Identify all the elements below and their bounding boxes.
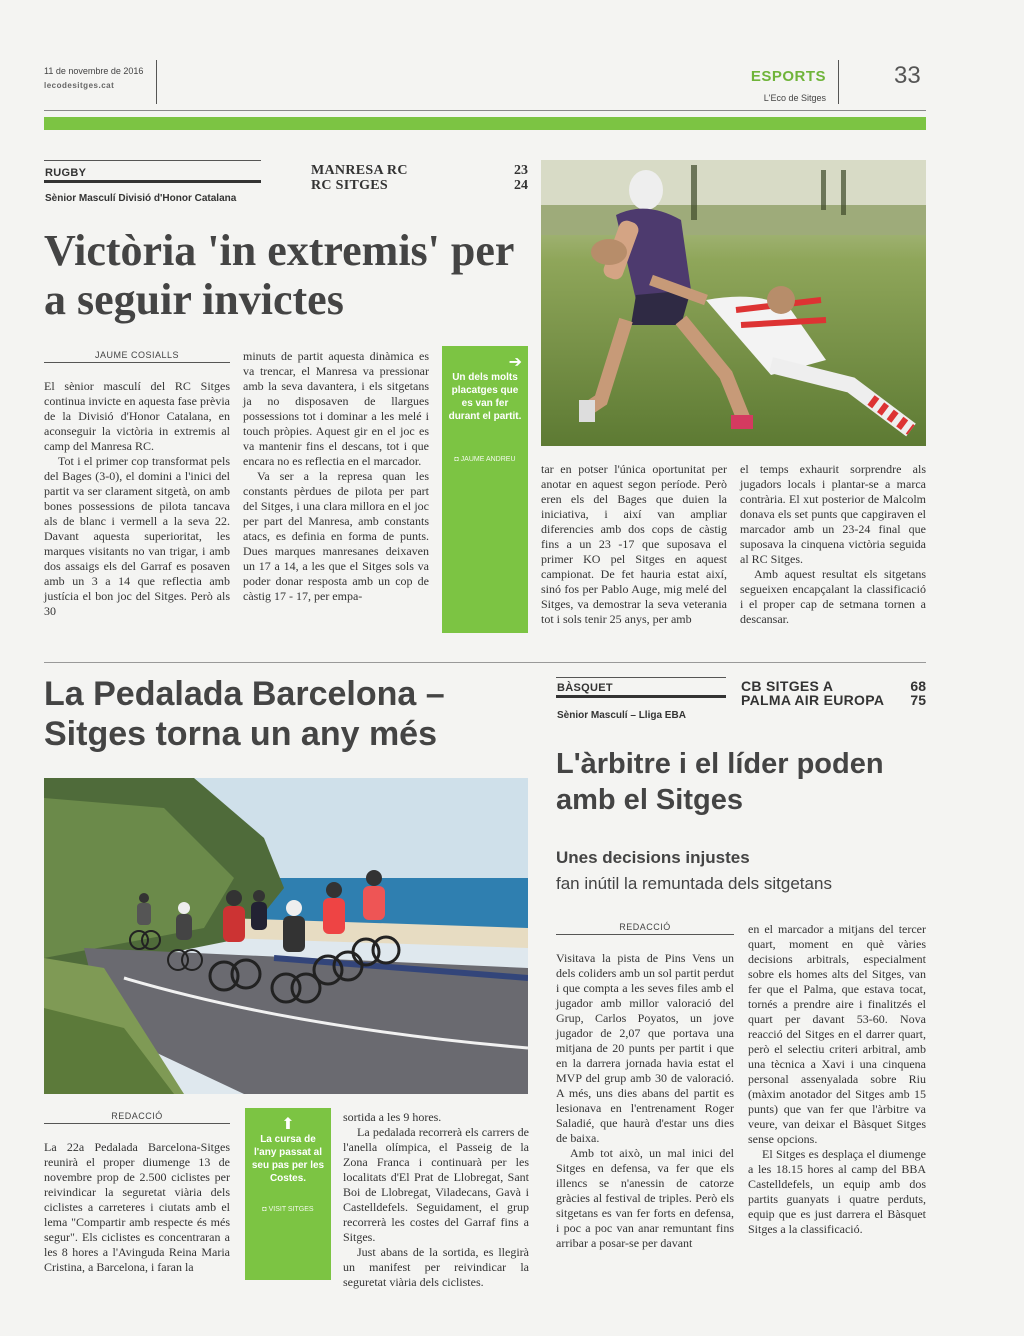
section-label: ESPORTS xyxy=(750,68,826,85)
cycling-photo-caption-box xyxy=(245,1108,331,1280)
rugby-photo-caption-box xyxy=(442,346,528,633)
basket-column-2 xyxy=(748,922,926,1237)
rugby-paragraph: Va ser a la represa quan les constants pèrdues de pilota per part del Sitges, i una clara millora en el joc per part del Manresa, amb constants atacs, es definia en forma de punts. Dues marques manresanes deixaven un 17 a 14, a les que el Sitges sols va poder donar resposta amb un cop de càstig 17 - 17, per empa- xyxy=(243,469,429,603)
rugby-byline: JAUME COSIALLS xyxy=(94,350,180,360)
cycling-paragraph: sortida a les 9 hores. xyxy=(343,1110,442,1124)
basket-top-rule xyxy=(556,677,726,678)
rugby-subcategory: Sènior Masculí Divisió d'Honor Catalana xyxy=(45,193,237,204)
cycling-paragraph: La pedalada recorrerà els carrers de l'anella olímpica, el Passeig de la Zona Franca i continuarà per les localitats d'El Prat de Llobregat, Sant Boi de Llobregat, Viladecans, Gavà i Castelldefels. Seguidament, el grup recorrerà les costes del Garraf fins a Sitges. xyxy=(343,1125,529,1244)
cycling-paragraph: Just abans de la sortida, es llegirà un manifest per reivindicar la seguretat viària dels ciclistes. xyxy=(343,1245,529,1289)
cycling-photo-credit-name: VISIT SITGES xyxy=(268,1206,314,1213)
basket-subcategory: Sènior Masculí – Lliga EBA xyxy=(557,710,686,721)
basket-team1: CB SITGES A xyxy=(741,678,834,694)
rugby-paragraph: el temps exhaurit sorprendre als jugadors locals i plantar-se a marca contrària. El xut posterior de Malcolm donava els set punts que capgiraven el marcador amb un 23-24 final que suposava la cinquena victòria seguida al RC Sitges. xyxy=(740,462,926,566)
cycling-photo-caption: La cursa de l'any passat al seu pas per les Costes. xyxy=(251,1134,325,1184)
arrow-up-icon: ⬆ xyxy=(281,1116,295,1133)
rugby-team1: MANRESA RC xyxy=(311,163,408,178)
rugby-paragraph: tar en potser l'única oportunitat per anotar en aquest segon període. Però eren els del Bages que duien la iniciativa, i així van ampliar diferencies amb dos cops de càstig fins a un 23 -17 que suposava el primer KO pel Sitges en aquest campionat. De fet hauria estat així, sinó fos per Pablo Auge, mig melé del Sitges, va demostrar la seva veterania tot i sols tenir 25 anys, per amb xyxy=(541,462,727,626)
arrow-right-icon: ➔ xyxy=(508,354,522,371)
basket-kicker-2: fan inútil la remuntada dels sitgetans xyxy=(556,874,832,893)
rugby-photo-credit-name: JAUME ANDREU xyxy=(460,456,516,463)
rugby-photo-caption: Un dels molts placatges que es van fer durant el partit. xyxy=(448,372,522,422)
rugby-team2: RC SITGES xyxy=(311,178,389,193)
cycling-byline-rule xyxy=(44,1123,230,1124)
rugby-category: RUGBY xyxy=(45,167,87,179)
article-separator xyxy=(44,662,926,663)
rugby-paragraph: Amb aquest resultat els sitgetans segueixen encapçalant la classificació i el proper cap de setmana tornen a descansar. xyxy=(740,567,926,626)
cycling-byline: REDACCIÓ xyxy=(111,1111,163,1121)
cycling-column-2 xyxy=(343,1110,529,1290)
paper-name: L'Eco de Sitges xyxy=(763,93,826,103)
cycling-paragraph: La 22a Pedalada Barcelona-Sitges reunirà el proper diumenge 13 de novembre prop de 2.500 ciclistes per reivindicar la seguretat viària dels ciclistes a carreteres i ciutats amb el lema "Compartir amb respecte és més segur". Els ciclistes es concentraran a les 8 hores a l'Avinguda Reina Maria Cristina, a Barcelona, i faran la xyxy=(44,1140,230,1274)
rugby-column-1 xyxy=(44,379,230,619)
rugby-paragraph: Tot i el primer cop transformat pels del Bages (3-0), el domini a l'inici del partit va ser clarament sitgetà, on amb bones possessions de pilota tancava als de blanc i vermell a la seva 22. Davant aquesta superioritat, les marques visitants no van trigar, i amb dos assaigs els del Garraf es posaven amb un 3 a 14 que reflectia amb justícia el bon joc del Sitges. Però als 30 xyxy=(44,454,230,618)
camera-icon: ◘ xyxy=(262,1206,269,1213)
cycling-photo xyxy=(44,778,528,1094)
basket-score2: 75 xyxy=(910,692,926,708)
basket-byline: REDACCIÓ xyxy=(619,922,671,932)
issue-date: 11 de novembre de 2016 xyxy=(44,66,144,76)
header-divider xyxy=(156,60,157,104)
rugby-byline-rule xyxy=(44,362,230,363)
basket-paragraph: Visitava la pista de Pins Vens un dels coliders amb un sol partit perdut i que compta a les seves files amb el jugador amb millor valoració del Grup, Carlos Poyatos, un jove jugador de 2,07 que portava una mitjana de 20 punts per partit i que en la darrera jornada havia estat el MVP del grup amb 30 de valoració. A més, uns dies abans del partit es lesionava en l'entrenament Roger Saladié, que haurà d'estar uns dies de baixa. xyxy=(556,951,734,1145)
rugby-score1: 23 xyxy=(514,163,528,178)
basket-paragraph: en el marcador a mitjans del tercer quart, moment en què vàries decisions arbitrals, especialment sobre els homes alts del Sitges, van fer que el Palma, que estava tocat, tornés a prendre aire i finalitzés el quart per davant 53-60. Nova reacció del Sitges en el darrer quart, però el selectiu criteri arbitral, amb una tècnica a Xavi i una cinquena personal assenyalada sobre Riu (màxim anotador del Sitges amb 15 punts) que van fer que l'àrbitre va veure, van deixar el Bàsquet Sitges sense opcions. xyxy=(748,922,926,1146)
rugby-headline: Victòria 'in extremis' per a seguir invictes xyxy=(44,226,514,325)
rugby-score2: 24 xyxy=(514,178,528,193)
rugby-column-2 xyxy=(243,349,429,604)
cycling-column-1 xyxy=(44,1140,230,1275)
rugby-category-rule xyxy=(44,180,261,183)
camera-icon: ◘ xyxy=(454,456,461,463)
basket-team2: PALMA AIR EUROPA xyxy=(741,692,885,708)
rugby-photo xyxy=(541,160,926,446)
basket-score1: 68 xyxy=(910,678,926,694)
rugby-paragraph: El sènior masculí del RC Sitges continua invicte en aquesta fase prèvia de la Divisió d'Honor Catalana, en aconseguir la victòria in extremis al camp del Manresa RC. xyxy=(44,379,230,453)
basket-headline: L'àrbitre i el líder poden amb el Sitges xyxy=(556,748,884,816)
cycling-photo-credit xyxy=(251,1203,325,1216)
rugby-paragraph: minuts de partit aquesta dinàmica es va trencar, el Manresa va pressionar amb la seva davantera, i els sitgetans ja no disposaven de llargues possessions tot i dominar a les melé i touch pròpies. Aquest gir en el joc es va mantenir fins el descans, tot i que encara no es reflectia en el marcador. xyxy=(243,349,429,468)
rugby-column-4 xyxy=(740,462,926,627)
basket-category-rule xyxy=(556,695,726,698)
header-divider-right xyxy=(838,60,839,104)
rugby-photo-credit xyxy=(448,453,522,466)
rugby-column-3 xyxy=(541,462,727,627)
cycling-headline: La Pedalada Barcelona – Sitges torna un any més xyxy=(44,675,445,753)
basket-paragraph: El Sitges es desplaça el diumenge a les 18.15 hores al camp del BBA Castelldefels, un equip amb dos partits guanyats i quatre perduts, equip que es just darrera el Bàsquet Sitges a la classificació. xyxy=(748,1147,926,1236)
section-color-bar xyxy=(44,117,926,130)
basket-byline-rule xyxy=(556,934,734,935)
page-number: 33 xyxy=(894,62,921,89)
header-rule xyxy=(44,110,926,111)
basket-paragraph: Amb tot això, un mal inici del Sitges en defensa, va fer que els illencs se n'anessin de catorze gràcies al festival de triples. Però els sitgetans es van fer forts en defensa, i poc a poc van anar remuntant fins arribar a posar-se per davant xyxy=(556,1146,734,1250)
website: lecodesitges.cat xyxy=(44,81,115,90)
basket-column-1 xyxy=(556,951,734,1251)
basket-category: BÀSQUET xyxy=(557,682,613,694)
basket-kicker: Unes decisions injustes xyxy=(556,848,750,867)
rugby-top-rule xyxy=(44,160,261,161)
